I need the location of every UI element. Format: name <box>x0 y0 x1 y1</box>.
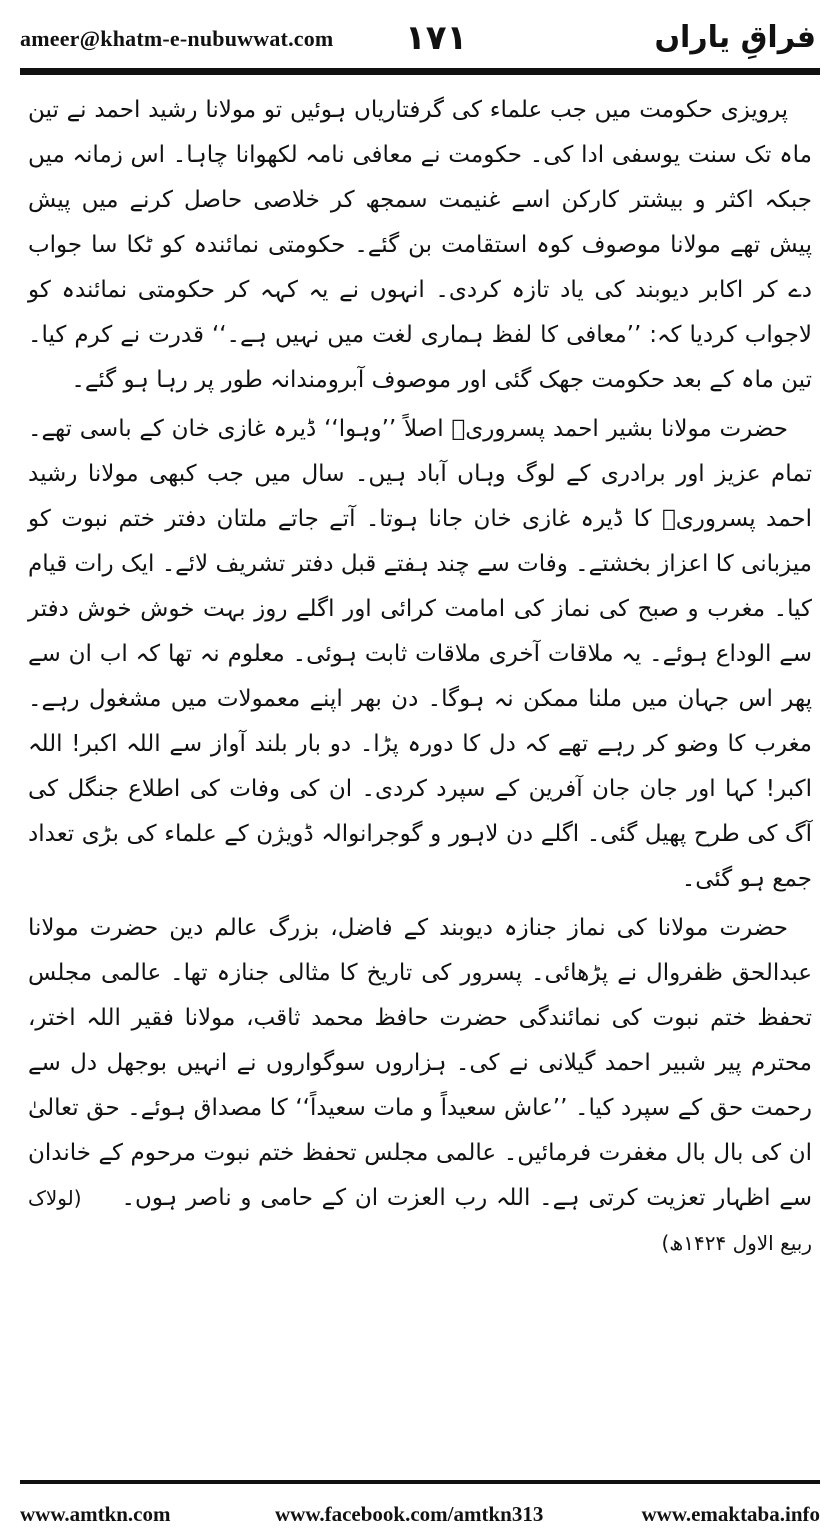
paragraph-3-text: حضرت مولانا کی نماز جنازہ دیوبند کے فاضل، بزرگ عالم دین حضرت مولانا عبدالحق ظفروال نے پڑھائی۔ پسرور کی تاریخ کا مثالی جنازہ تھا۔ عالمی مجلس تحفظ ختم نبوت کی نمائندگی حضرت حافظ محمد ثاقب، مولانا فقیر اللہ اختر، محترم پیر شبیر احمد گیلانی نے کی۔ ہزاروں سوگواروں نے انہیں بوجھل دل سے رحمت حق کے سپرد کیا۔ ’’عاش سعیداً و مات سعیداً‘‘ کا مصداق ہوئے۔ حق تعالیٰ ان کی بال بال مغفرت فرمائیں۔ عالمی مجلس تحفظ ختم نبوت مرحوم کے خاندان سے اظہار تعزیت کرتی ہے۔ اللہ رب العزت ان کے حامی و ناصر ہوں۔ <box>28 915 812 1211</box>
footer-rule <box>20 1480 820 1484</box>
footer-facebook-link[interactable]: www.facebook.com/amtkn313 <box>275 1502 544 1526</box>
book-title: فراقِ یاراں <box>654 20 816 55</box>
paragraph-1: پرویزی حکومت میں جب علماء کی گرفتاریاں ہوئیں تو مولانا رشید احمد نے تین ماہ تک سنت یوسفی ادا کی۔ حکومت نے معافی نامہ لکھوانا چاہا۔ اس زمانہ میں جبکہ اکثر و بیشتر کارکن اسے غنیمت سمجھ کر خلاصی حاصل کرنے میں پیش پیش تھے مولانا موصوف کوہ استقامت بن گئے۔ حکومتی نمائندہ کو ٹکا سا جواب دے کر اکابر دیوبند کی یاد تازہ کردی۔ انہوں نے یہ کہہ کر حکومتی نمائندہ کو لاجواب کردیا کہ: ’’معافی کا لفظ ہماری لغت میں نہیں ہے۔‘‘ قدرت نے کرم کیا۔ تین ماہ کے بعد حکومت جھک گئی اور موصوف آبرومندانہ طور پر رہا ہو گئے۔ <box>28 97 812 393</box>
page-header <box>20 18 820 68</box>
footer-website-emaktaba[interactable]: www.emaktaba.info <box>641 1502 820 1526</box>
page-footer <box>20 1498 820 1530</box>
footer-website-amtkn[interactable]: www.amtkn.com <box>20 1502 171 1526</box>
page-number: ۱۷۱ <box>405 18 468 58</box>
article-body <box>28 88 812 1270</box>
header-email: ameer@khatm-e-nubuwwat.com <box>20 26 334 51</box>
paragraph-2: حضرت مولانا بشیر احمد پسروریؒ اصلاً ’’وہوا‘‘ ڈیرہ غازی خان کے باسی تھے۔ تمام عزیز اور برادری کے لوگ وہاں آباد ہیں۔ سال میں جب کبھی مولانا رشید احمد پسروریؒ کا ڈیرہ غازی خان جانا ہوتا۔ آتے جاتے ملتان دفتر ختم نبوت کو میزبانی کا اعزاز بخشتے۔ وفات سے چند ہفتے قبل دفتر تشریف لائے۔ ایک رات قیام کیا۔ مغرب و صبح کی نماز کی امامت کرائی اور اگلے روز بہت خوش خوش دفتر سے الوداع ہوئے۔ یہ ملاقات آخری ملاقات ثابت ہوئی۔ معلوم نہ تھا کہ اب ان سے پھر اس جہان میں ملنا ممکن نہ ہوگا۔ دن بھر اپنے معمولات میں مشغول رہے۔ مغرب کا وضو کر رہے تھے کہ دل کا دورہ پڑا۔ دو بار بلند آواز سے اللہ اکبر! اللہ اکبر! کہا اور جان جان آفرین کے سپرد کردی۔ ان کی وفات کی اطلاع جنگل کی آگ کی طرح پھیل گئی۔ اگلے دن لاہور و گوجرانوالہ ڈویژن کے علماء کی بڑی تعداد جمع ہو گئی۔ <box>28 416 812 892</box>
header-rule <box>20 68 820 75</box>
paragraph-3 <box>28 906 812 1266</box>
citation: (لولاک ربیع الاول ۱۴۲۴ھ) <box>28 1186 812 1255</box>
